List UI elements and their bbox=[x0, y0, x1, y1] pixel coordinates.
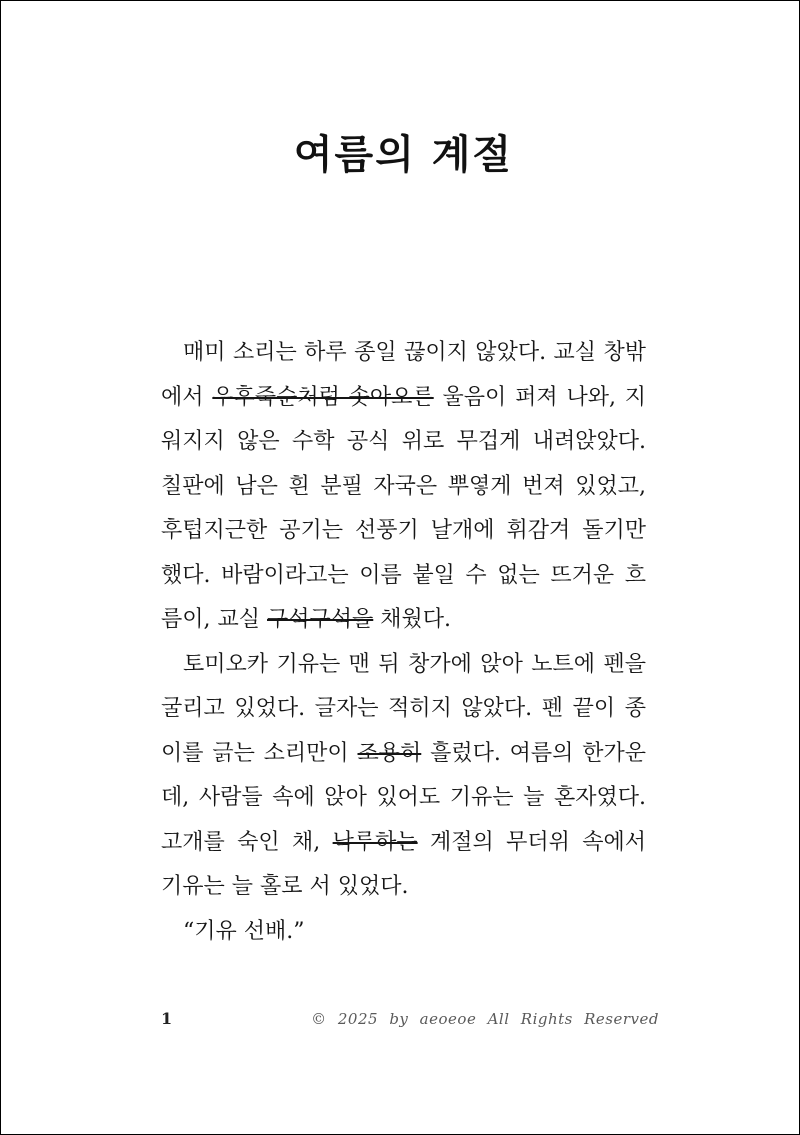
text-segment: 매미 소리는 하루 종일 끊이지 않았다. 교실 창밖 bbox=[183, 340, 646, 365]
copyright-notice: © 2025 by aeoeoe All Rights Reserved bbox=[311, 1010, 659, 1028]
text-segment: 계절의 무더위 속에서 bbox=[417, 829, 646, 855]
text-segment: 흘렀다. 여름의 한가운 bbox=[421, 740, 646, 766]
text-line bbox=[161, 420, 646, 465]
text-segment: 굴리고 있었다. 글자는 적히지 않았다. 펜 끝이 종 bbox=[161, 696, 646, 721]
text-line bbox=[161, 687, 646, 732]
text-segment: 고개를 숙인 채, bbox=[161, 829, 333, 855]
page-number: 1 bbox=[161, 1009, 173, 1028]
text-segment: 워지지 않은 수학 공식 위로 무겁게 내려앉았다. bbox=[161, 429, 646, 454]
struck-text: 낙루하는 bbox=[332, 829, 418, 855]
text-line bbox=[161, 821, 646, 866]
text-line bbox=[161, 509, 646, 554]
chapter-title: 여름의 계절 bbox=[293, 131, 514, 178]
text-segment: 데, 사람들 속에 앉아 있어도 기유는 늘 혼자였다. bbox=[161, 785, 646, 810]
text-line bbox=[161, 331, 646, 376]
text-segment: 기유는 늘 홀로 서 있었다. bbox=[161, 874, 409, 899]
text-line bbox=[161, 865, 646, 910]
text-segment: 했다. 바람이라고는 이름 붙일 수 없는 뜨거운 흐 bbox=[161, 562, 646, 588]
body-text bbox=[161, 331, 646, 954]
text-segment: 토미오카 기유는 맨 뒤 창가에 앉아 노트에 펜을 bbox=[183, 651, 646, 677]
text-segment: 이를 긁는 소리만이 bbox=[161, 740, 358, 766]
text-line bbox=[161, 910, 646, 955]
text-segment: “기유 선배.” bbox=[183, 918, 305, 944]
page-footer bbox=[161, 1009, 659, 1028]
text-line bbox=[161, 598, 646, 643]
struck-text: 구석구석을 bbox=[267, 607, 374, 632]
text-segment: 후텁지근한 공기는 선풍기 날개에 휘감겨 돌기만 bbox=[161, 518, 646, 543]
struck-text: 조용히 bbox=[357, 740, 422, 766]
text-segment: 름이, 교실 bbox=[161, 607, 267, 632]
text-segment: 채웠다. bbox=[373, 607, 452, 632]
text-line bbox=[161, 643, 646, 688]
text-segment: 칠판에 남은 흰 분필 자국은 뿌옇게 번져 있었고, bbox=[161, 473, 646, 499]
text-line bbox=[161, 776, 646, 821]
struck-text: 우후죽순처럼 솟아오른 bbox=[212, 384, 434, 410]
text-line bbox=[161, 465, 646, 510]
text-line bbox=[161, 554, 646, 599]
text-line bbox=[161, 732, 646, 777]
text-segment: 에서 bbox=[161, 384, 213, 410]
text-segment: 울음이 퍼져 나와, 지 bbox=[433, 384, 647, 410]
text-line bbox=[161, 376, 646, 421]
